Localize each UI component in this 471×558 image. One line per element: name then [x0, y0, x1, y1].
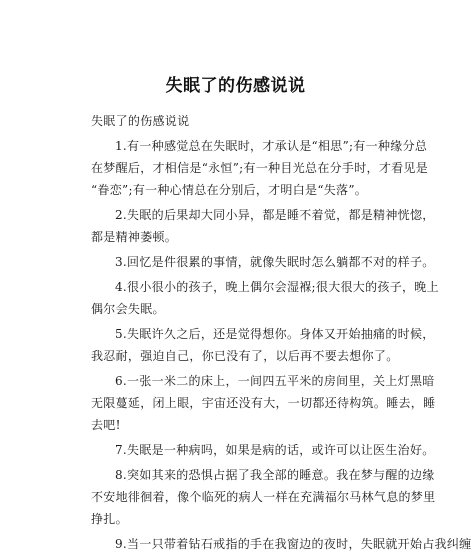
subtitle-text: 失眠了的伤感说说	[91, 114, 190, 128]
paragraph-line: 我忍耐，强迫自己，你已没有了，以后再不要去想你了。	[91, 349, 399, 363]
paragraph-line: 1.有一种感觉总在失眠时，才承认是“相思”;有一种缘分总	[115, 139, 428, 153]
paragraph	[91, 323, 435, 367]
paragraph-line: 不安地徘徊着，像个临死的病人一样在充满福尔马林气息的梦里	[91, 490, 436, 504]
paragraph-line: 9.当一只带着钻石戒指的手在我窗边的夜时，失眠就开始占我纠缠	[115, 537, 471, 551]
document-subtitle	[91, 110, 381, 132]
document-title: 失眠了的伤感说说	[165, 76, 306, 96]
paragraph	[91, 135, 429, 201]
paragraph	[91, 464, 436, 530]
paragraph-line: 偶尔会失眠。	[91, 302, 165, 316]
paragraph-line: 6.一张一米二的床上，一间四五平米的房间里，关上灯黑暗	[115, 374, 435, 388]
paragraph	[91, 533, 471, 555]
paragraph-line: 在梦醒后，才相信是“永恒”;有一种目光总在分手时，才看见是	[91, 161, 429, 175]
paragraph-line: 5.失眠许久之后，还是觉得想你。身体又开始抽痛的时候，	[115, 327, 435, 341]
document-body	[91, 110, 471, 558]
paragraph	[91, 439, 435, 461]
paragraph-line: 2.失眠的后果却大同小异，都是睡不着觉，都是精神恍惚，	[115, 208, 435, 222]
paragraph	[91, 204, 435, 248]
paragraph-line: 8.突如其来的恐惧占据了我全部的睡意。我在梦与醒的边缘	[115, 468, 435, 482]
paragraph-line: 去吧!	[91, 418, 121, 432]
paragraph-line: 7.失眠是一种病吗，如果是病的话，或许可以让医生治好。	[115, 443, 435, 457]
paragraph-line: 都是精神萎顿。	[91, 230, 178, 244]
paragraph-list	[91, 135, 471, 555]
paragraph-line: 挣扎。	[91, 512, 128, 526]
paragraph-line: 无限蔓延，闭上眼，宇宙还没有大，一切都还待构筑。睡去，睡	[91, 396, 436, 410]
paragraph	[91, 370, 436, 436]
paragraph-line: 4.很小很小的孩子，晚上偶尔会湿褓;很大很大的孩子，晚上	[115, 280, 439, 294]
paragraph	[91, 251, 435, 273]
paragraph	[91, 276, 439, 320]
paragraph-line: 3.回忆是件很累的事情，就像失眠时怎么躺都不对的样子。	[115, 255, 435, 269]
paragraph-line: “眷恋”;有一种心情总在分别后，才明白是“失落”。	[91, 183, 368, 197]
